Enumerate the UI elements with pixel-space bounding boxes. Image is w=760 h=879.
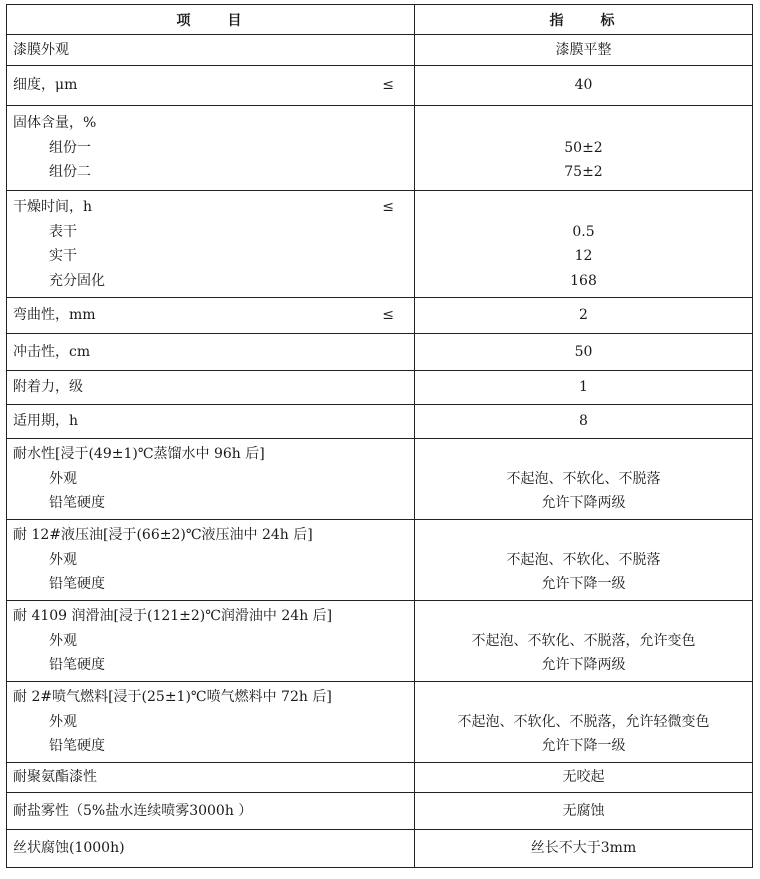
cell-spacer <box>421 523 746 548</box>
cell-text: 耐 12#液压油[浸于(66±2)℃液压油中 24h 后] <box>13 527 313 544</box>
sub-item-text: 外观 <box>49 551 77 568</box>
cell-text: 固体含量，% <box>13 115 97 132</box>
row-label <box>7 793 415 830</box>
sub-item-text: 铅笔硬度 <box>49 738 105 755</box>
cell-text: 耐 4109 润滑油[浸于(121±2)℃润滑油中 24h 后] <box>13 608 333 625</box>
row-label <box>7 439 415 520</box>
cell-text: 1 <box>579 379 588 396</box>
row-label <box>7 830 415 868</box>
cell-text: 40 <box>574 77 593 94</box>
cell-text <box>13 303 408 328</box>
cell-text <box>13 195 408 220</box>
row-value <box>415 763 753 793</box>
sub-item-text: 充分固化 <box>49 272 105 289</box>
sub-item-text: 组份一 <box>49 139 91 156</box>
cell-text: 耐 2#喷气燃料[浸于(25±1)℃喷气燃料中 72h 后] <box>13 689 332 706</box>
row-label <box>7 682 415 763</box>
le-sign: ≤ <box>382 199 394 215</box>
cell-text: 丝状腐蚀(1000h) <box>13 840 125 857</box>
row-value <box>415 520 753 601</box>
row-label <box>7 106 415 191</box>
cell-text: 0.5 <box>572 223 595 240</box>
row-value <box>415 298 753 334</box>
cell-text: 漆膜平整 <box>555 41 612 58</box>
row-value <box>415 371 753 405</box>
row-label <box>7 371 415 405</box>
cell-text: 75±2 <box>564 164 603 181</box>
row-label <box>7 66 415 106</box>
table-row <box>7 371 753 405</box>
spec-table <box>6 4 753 868</box>
table-row <box>7 793 753 830</box>
row-value <box>415 191 753 298</box>
cell-spacer <box>421 111 746 136</box>
cell-text: 不起泡、不软化、不脱落，允许变色 <box>471 632 696 649</box>
cell-spacer <box>421 195 746 220</box>
table-row <box>7 520 753 601</box>
cell-text: 50 <box>574 343 593 360</box>
row-label-text: 弯曲性，mm <box>13 307 96 324</box>
row-label <box>7 601 415 682</box>
row-label-text: 细度，μm <box>13 77 78 94</box>
cell-text: 2 <box>579 307 588 324</box>
table-row <box>7 601 753 682</box>
row-label <box>7 334 415 371</box>
table-row <box>7 439 753 520</box>
row-label-text: 干燥时间，h <box>13 199 93 215</box>
le-sign: ≤ <box>382 307 394 324</box>
cell-spacer <box>421 442 746 467</box>
cell-text: 12 <box>574 248 593 264</box>
cell-text: 附着力，级 <box>13 379 83 396</box>
cell-text: 冲击性，cm <box>13 343 91 360</box>
table-row <box>7 682 753 763</box>
row-label <box>7 35 415 66</box>
cell-text: 丝长不大于3mm <box>530 840 637 857</box>
cell-text: 50±2 <box>564 139 603 156</box>
row-label <box>7 405 415 439</box>
table-row <box>7 66 753 106</box>
cell-text: 不起泡、不软化、不脱落 <box>506 470 661 487</box>
cell-text: 8 <box>579 413 588 430</box>
sub-item-text: 外观 <box>49 713 77 730</box>
cell-spacer <box>421 604 746 629</box>
row-value <box>415 334 753 371</box>
row-value <box>415 601 753 682</box>
header-value: 指 标 <box>415 5 753 35</box>
cell-text: 168 <box>570 272 597 289</box>
row-value <box>415 106 753 191</box>
sub-item-text: 外观 <box>49 632 77 649</box>
sub-item-text: 实干 <box>49 248 77 264</box>
cell-text: 不起泡、不软化、不脱落，允许轻微变色 <box>457 713 710 730</box>
row-value <box>415 830 753 868</box>
cell-text: 不起泡、不软化、不脱落 <box>506 551 661 568</box>
row-value <box>415 439 753 520</box>
table-row <box>7 298 753 334</box>
sub-item-text: 组份二 <box>49 164 91 181</box>
row-value <box>415 405 753 439</box>
cell-text: 耐盐雾性（5%盐水连续喷雾3000h ） <box>13 802 253 819</box>
cell-text: 允许下降两级 <box>541 657 626 674</box>
table-row <box>7 334 753 371</box>
row-label <box>7 298 415 334</box>
row-value <box>415 66 753 106</box>
table-row <box>7 106 753 191</box>
cell-spacer <box>421 685 746 710</box>
table-row <box>7 405 753 439</box>
table-row <box>7 830 753 868</box>
row-label <box>7 520 415 601</box>
cell-text: 耐聚氨酯漆性 <box>13 769 97 786</box>
cell-text: 无腐蚀 <box>562 802 605 819</box>
sub-item-text: 铅笔硬度 <box>49 495 105 512</box>
cell-text: 允许下降两级 <box>541 495 626 512</box>
cell-text: 漆膜外观 <box>13 41 69 58</box>
cell-text <box>13 73 408 98</box>
table-row <box>7 35 753 66</box>
cell-text: 适用期，h <box>13 413 79 430</box>
sub-item-text: 铅笔硬度 <box>49 657 105 674</box>
cell-text: 无咬起 <box>562 769 605 786</box>
sub-item-text: 表干 <box>49 223 77 240</box>
table-row <box>7 763 753 793</box>
table-header-row <box>7 5 753 35</box>
row-value <box>415 35 753 66</box>
row-value <box>415 682 753 763</box>
header-item: 项 目 <box>7 5 415 35</box>
cell-text: 允许下降一级 <box>541 576 626 593</box>
row-label <box>7 191 415 298</box>
sub-item-text: 外观 <box>49 470 77 487</box>
cell-text: 允许下降一级 <box>541 738 626 755</box>
row-label <box>7 763 415 793</box>
cell-text: 耐水性[浸于(49±1)℃蒸馏水中 96h 后] <box>13 446 265 463</box>
le-sign: ≤ <box>382 77 394 94</box>
table-row <box>7 191 753 298</box>
row-value <box>415 793 753 830</box>
sub-item-text: 铅笔硬度 <box>49 576 105 593</box>
